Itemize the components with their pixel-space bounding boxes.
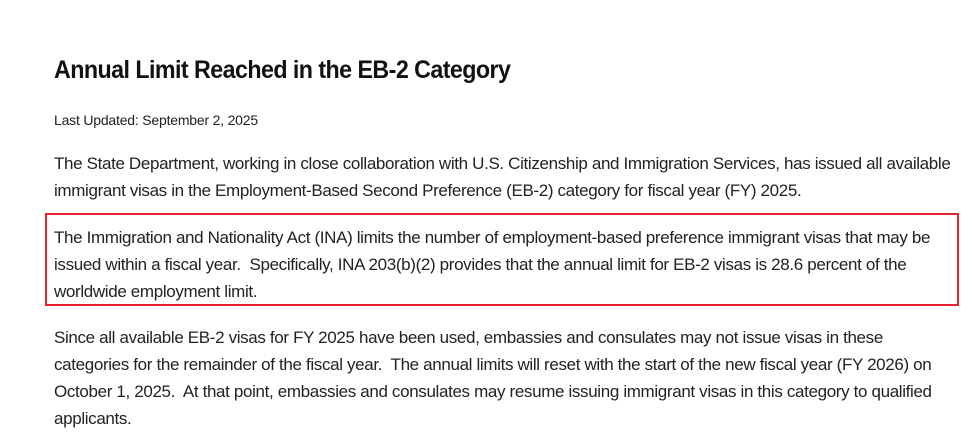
paragraph-2: The Immigration and Nationality Act (INA) limits the number of employment-based preference immigrant visas that may be issued within a fiscal year. Specifically, INA 203(b)(2) provides that the annual limit for EB-2 visas is 28.6 percent of the worldwide employment limit.: [54, 228, 935, 301]
highlight-box: [45, 213, 959, 306]
last-updated-date: Last Updated: September 2, 2025: [54, 112, 258, 128]
paragraph-1: The State Department, working in close collaboration with U.S. Citizenship and Immigration Services, has issued all available immigrant visas in the Employment-Based Second Preference (EB-2) category for fiscal year (FY) 2025.: [54, 154, 955, 200]
paragraph-3: Since all available EB-2 visas for FY 2025 have been used, embassies and consulates may not issue visas in these categories for the remainder of the fiscal year. The annual limits will reset with the start of the new fiscal year (FY 2026) on October 1, 2025. At that point, embassies and consulates may resume issuing immigrant visas in this category to qualified applicants.: [54, 328, 937, 428]
page-title: Annual Limit Reached in the EB-2 Category: [54, 56, 511, 84]
